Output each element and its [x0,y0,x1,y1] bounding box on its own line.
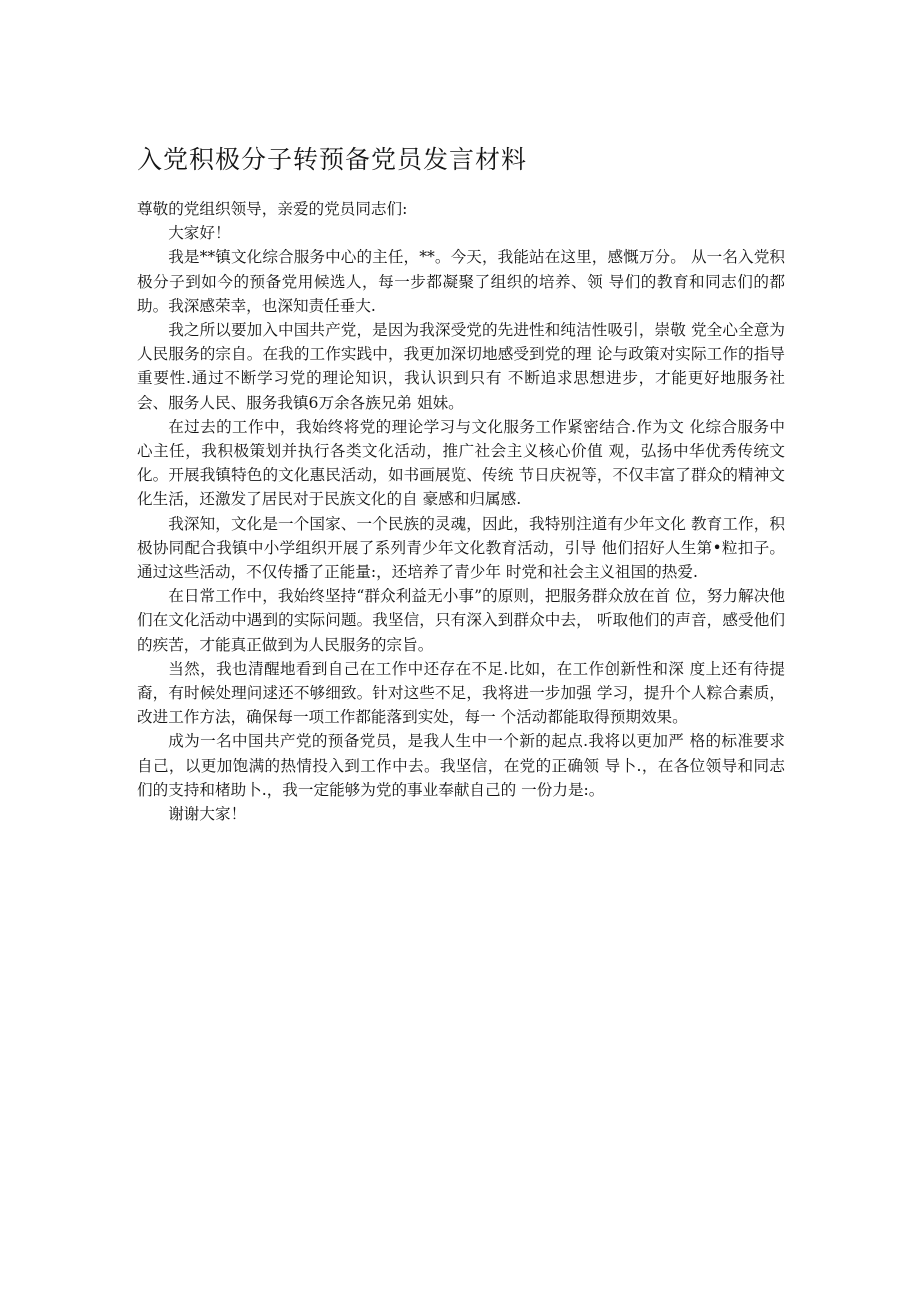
serving-masses-paragraph: 在日常工作中，我始终坚持“群众利益无小事”的原则，把服务群众放在首 位，努力解决他们在文化活动中遇到的实际问题。我坚信，只有深入到群众中去， 听取他们的声音，感受他们的疾苦，才能真正做到为人民服务的宗旨。 [137,587,785,654]
closing-paragraph: 谢谢大家！ [168,805,247,824]
motivation-paragraph: 我之所以要加入中国共产党，是因为我深受党的先进性和纯洁性吸引，崇敬 党全心全意为人民服务的宗自。在我的工作实践中，我更加深切地感受到党的理 论与政策对实际工作的指导重要性.通过不断学习党的理论知识，我认识到只有 不断追求思想进步，才能更好地服务社会、服务人民、服务我镇6万余各族兄弟 姐妹。 [137,321,785,412]
commitment-paragraph: 成为一名中国共产党的预备党员，是我人生中一个新的起点.我将以更加严 格的标准要求自己，以更加饱满的热情投入到工作中去。我坚信，在党的正确领 导卜.，在各位领导和同志们的支持和楮助卜.，我一定能够为党的事业奉献自己的 一份力是:。 [137,732,785,799]
work-experience-paragraph: 在过去的工作中，我始终将党的理论学习与文化服务工作紧密结合.作为文 化综合服务中心主任，我积极策划并执行各类文化活动，推广社会主义核心价值 观，弘扬中华优秀传统文化。开展我镇特色的文化惠民活动，如书画展览、传统 节日庆祝等，不仅丰富了群众的精神文化生活，还激发了居民对于民族文化的自 豪感和归属感. [137,417,785,509]
introduction-paragraph: 我是**镇文化综合服务中心的主任，**。今天，我能站在这里，感慨万分。 从一名入党积极分子到如今的预备党用候选人，每一步都凝聚了组织的培养、领 导们的教育和同志们的都助。我深感荣幸，也深知责任垂大. [137,248,785,315]
salutation-line: 尊敬的党组织领导，亲爱的党员同志们: [137,200,408,218]
greeting-paragraph: 大家好！ [168,224,231,243]
youth-education-paragraph: 我深知，文化是一个国家、一个民族的灵魂，因此，我特别注道有少年文化 教育工作，积极协同配合我镇中小学组织开展了系列青少年文化教育活动，引导 他们招好人生第•粒扣子。通过这些活动，不仅传播了正能量:，还培养了青少年 时党和社会主义祖国的热爱. [137,514,785,582]
shortcomings-paragraph: 当然，我也清醒地看到自己在工作中还存在不足.比如，在工作创新性和深 度上还有待提裔，有时候处理问逑还不够细致。针对这些不足，我将进一步加强 学习，提升个人粽合素质，改进工作方法，确保每一项工作都能落到实处，每一 个活动都能取得预期效果。 [137,659,785,727]
document-title: 入党积极分子转预备党员发言材料 [137,145,528,174]
document-body [137,197,785,826]
